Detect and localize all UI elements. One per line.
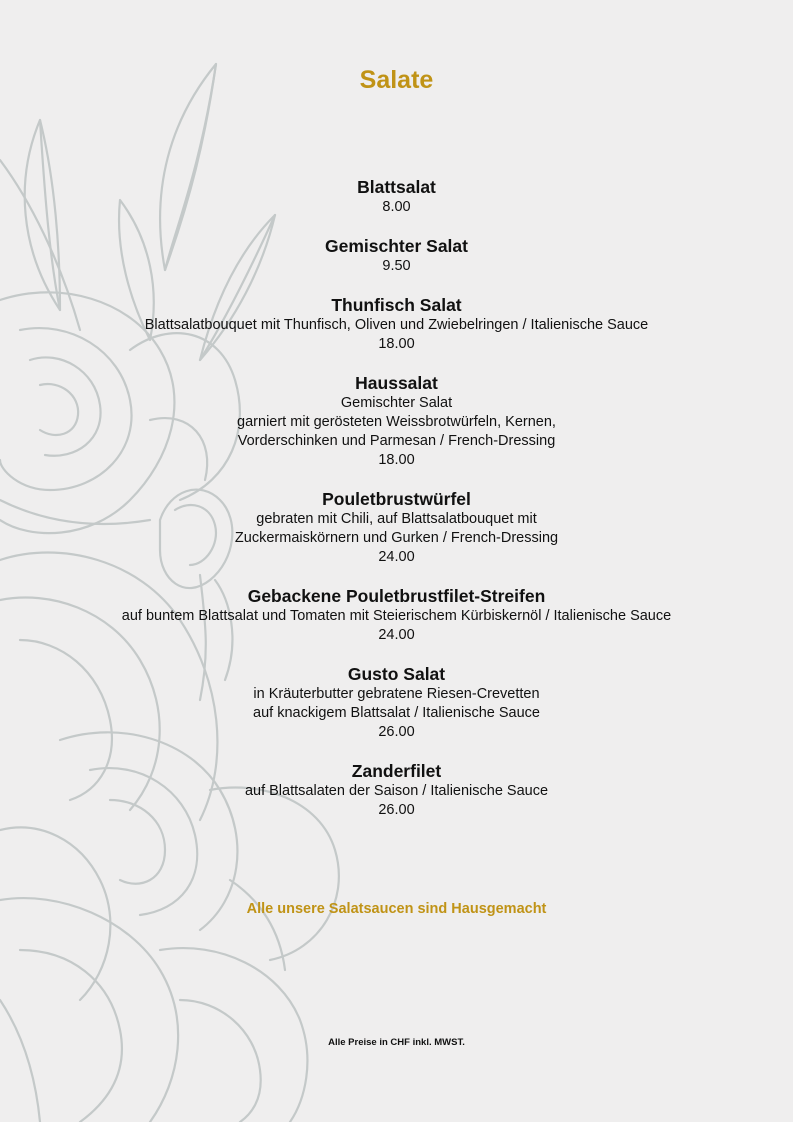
menu-item: [0, 236, 793, 276]
item-price: 24.00: [378, 549, 415, 565]
item-price: 8.00: [382, 199, 411, 215]
item-description: gebraten mit Chili, auf Blattsalatbouquet mit: [256, 511, 537, 527]
item-price: 18.00: [378, 336, 415, 352]
price-footnote: Alle Preise in CHF inkl. MWST.: [328, 1037, 465, 1048]
item-price: 26.00: [378, 724, 415, 740]
item-price: 18.00: [378, 452, 415, 468]
item-name: Gebackene Pouletbrustfilet-Streifen: [247, 586, 546, 606]
item-description: auf Blattsalaten der Saison / Italienische Sauce: [244, 783, 549, 799]
item-description: Zuckermaiskörnern und Gurken / French-Dressing: [234, 530, 559, 546]
item-name: Pouletbrustwürfel: [322, 489, 471, 509]
item-price: 9.50: [382, 258, 411, 274]
item-name: Blattsalat: [357, 177, 436, 197]
item-description: garniert mit gerösteten Weissbrotwürfeln, Kernen,: [237, 414, 556, 430]
item-description: in Kräuterbutter gebratene Riesen-Crevetten: [253, 686, 540, 702]
item-description: Gemischter Salat: [340, 395, 453, 411]
item-name: Zanderfilet: [351, 761, 442, 781]
sauce-note: Alle unsere Salatsaucen sind Hausgemacht: [246, 901, 547, 917]
menu-item: [0, 761, 793, 820]
menu-item: [0, 664, 793, 742]
menu-item: [0, 586, 793, 645]
item-description: Vorderschinken und Parmesan / French-Dressing: [237, 433, 556, 449]
menu-item: [0, 489, 793, 567]
item-name: Thunfisch Salat: [331, 295, 462, 315]
item-price: 26.00: [378, 802, 415, 818]
item-price: 24.00: [378, 627, 415, 643]
item-name: Haussalat: [355, 373, 438, 393]
menu-list: [0, 177, 793, 839]
page-title: Salate: [359, 66, 434, 94]
item-name: Gemischter Salat: [325, 236, 468, 256]
menu-item: [0, 295, 793, 354]
item-description: auf knackigem Blattsalat / Italienische Sauce: [253, 705, 540, 721]
item-name: Gusto Salat: [347, 664, 446, 684]
menu-item: [0, 373, 793, 470]
item-description: Blattsalatbouquet mit Thunfisch, Oliven und Zwiebelringen / Italienische Sauce: [144, 317, 649, 333]
menu-item: [0, 177, 793, 217]
item-description: auf buntem Blattsalat und Tomaten mit Steierischem Kürbiskernöl / Italienische Sauce: [121, 608, 672, 624]
